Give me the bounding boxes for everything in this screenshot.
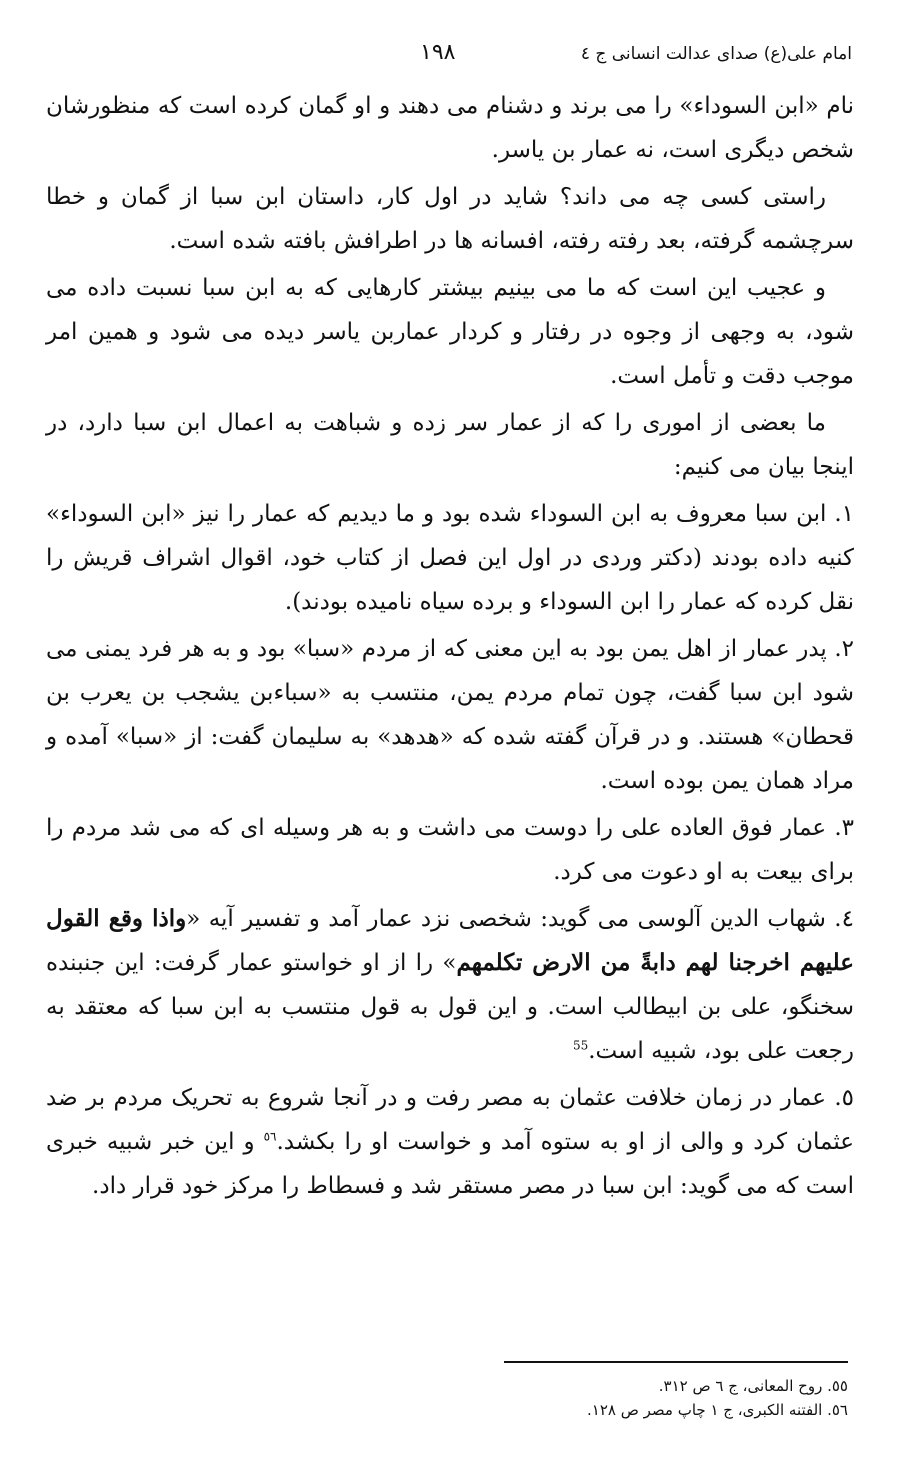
paragraph-6 [46, 627, 854, 803]
quran-verse: واذا وقع القول علیهم اخرجنا لهم دابةً من الارض تکلمهم [46, 905, 855, 976]
paragraph-text: و این خبر شبیه خبری است که می گوید: ابن سبا در مصر مستقر شد و فسطاط را مرکز خود قرار داد. [46, 1129, 854, 1199]
paragraph-8 [46, 897, 854, 1073]
paragraph-7 [46, 806, 854, 894]
footnote-divider [504, 1361, 848, 1363]
paragraph-text: نام «ابن السوداء» را می برند و دشنام می دهند و او گمان کرده است که منظورشان شخص دیگری است، نه عمار بن یاسر. [46, 93, 854, 163]
paragraph-4 [46, 401, 854, 489]
paragraph-text: » را از او خواستو عمار گرفت: این جنبنده سخنگو، علی بن ابیطالب است. و این قول به قول منتسب به ابن سبا که معتقد به رجعت علی بود، شبیه است. [46, 950, 854, 1064]
footnote-55: ٥٥. روح المعانی، ج ٦ ص ٣١٢. [658, 1377, 848, 1395]
paragraph-3 [46, 266, 854, 398]
paragraph-text: ما بعضی از اموری را که از عمار سر زده و شباهت به اعمال ابن سبا دارد، در اینجا بیان می کنیم: [46, 410, 854, 480]
paragraph-text: راستی کسی چه می داند؟ شاید در اول کار، داستان ابن سبا از گمان و خطا سرچشمه گرفته، بعد رفته رفته، افسانه ها در اطرافش بافته شده است. [46, 184, 854, 254]
paragraph-1 [46, 84, 854, 172]
paragraph-text: ٥. عمار در زمان خلافت عثمان به مصر رفت و در آنجا شروع به تحریک مردم بر ضد عثمان کرد و والی از او به ستوه آمد و خواست او را بکشد. [46, 1085, 854, 1155]
paragraph-text: ١. ابن سبا معروف به ابن السوداء شده بود و ما دیدیم که عمار را نیز «ابن السوداء» کنیه داده بودند (دکتر وردی در اول این فصل از کتاب خود، اقوال اشراف قریش را نقل کرده که عمار را ابن السوداء و برده سیاه نامیده بودند). [46, 501, 854, 615]
paragraph-5 [46, 492, 854, 624]
running-header [0, 40, 900, 74]
paragraph-text: ٤. شهاب الدین آلوسی می گوید: شخصی نزد عمار آمد و تفسیر آیه « [186, 906, 854, 932]
paragraph-text: ٣. عمار فوق العاده علی را دوست می داشت و به هر وسیله ای که می شد مردم را برای بیعت به او دعوت می کرد. [46, 815, 854, 885]
footnote-ref[interactable]: ٥٦ [263, 1129, 277, 1144]
paragraph-9 [46, 1076, 854, 1208]
paragraph-2 [46, 175, 854, 263]
body-text [46, 84, 854, 1208]
footnote-56: ٥٦. الفتنه الکبری، ج ١ چاپ مصر ص ١٢٨. [587, 1401, 848, 1419]
footnotes [248, 1374, 848, 1422]
book-title: امام علی(ع) صدای عدالت انسانی ج ٤ [580, 44, 852, 64]
paragraph-text: و عجیب این است که ما می بینیم بیشتر کارهایی که به ابن سبا نسبت داده می شود، به وجهی از وجوه در رفتار و کردار عماربن یاسر دیده می شود و همین امر موجب دقت و تأمل است. [46, 275, 854, 389]
page-number: ١٩٨ [420, 40, 456, 65]
footnote-ref[interactable]: 55 [572, 1038, 589, 1053]
paragraph-text: ٢. پدر عمار از اهل یمن بود به این معنی که از مردم «سبا» بود و به هر فرد یمنی می شود ابن سبا گفت، چون تمام مردم یمن، منتسب به «سباءبن یشجب بن یعرب بن قحطان» هستند. و در قرآن گفته شده که «هدهد» به سلیمان گفت: از «سبا» آمده و مراد همان یمن بوده است. [46, 636, 854, 794]
